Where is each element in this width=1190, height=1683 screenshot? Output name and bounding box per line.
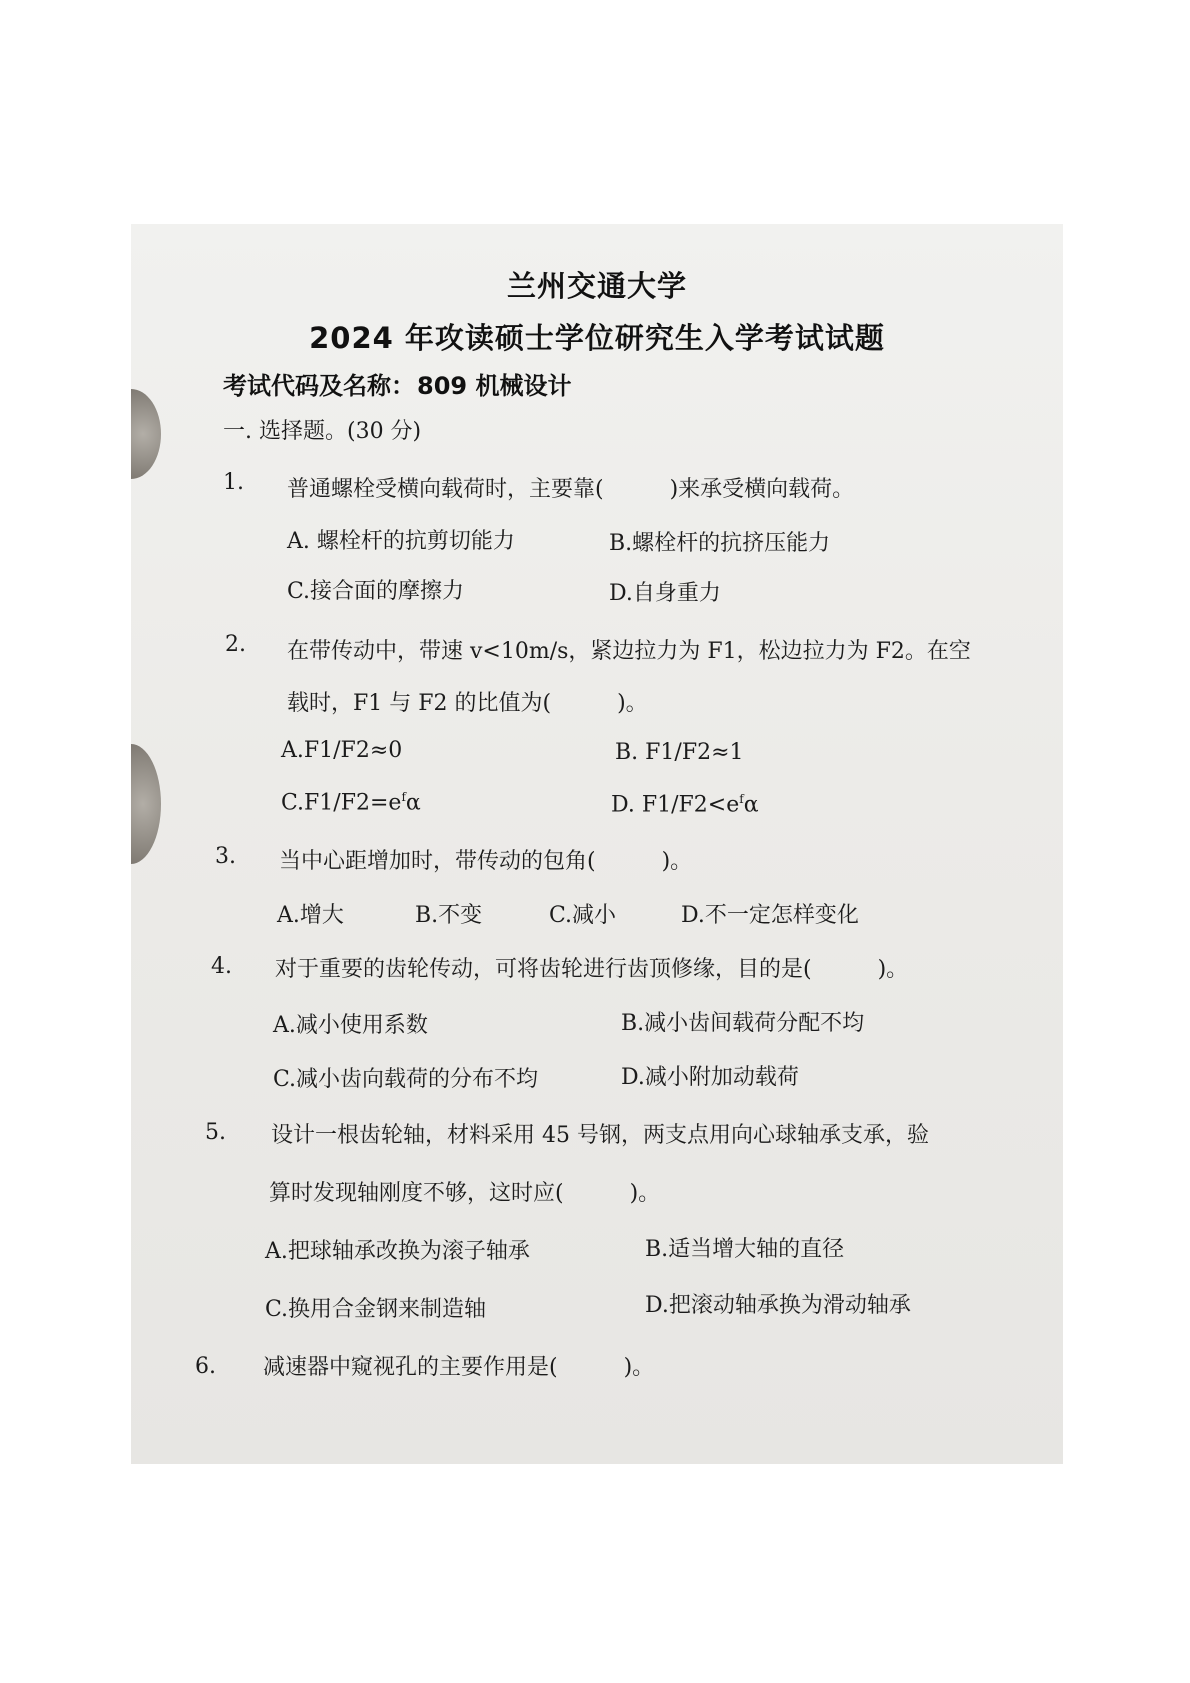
- option-a: A.把球轴承改换为滚子轴承: [265, 1239, 530, 1264]
- finger-shadow: [131, 744, 161, 864]
- option-a: A.减小使用系数: [273, 1013, 428, 1038]
- option-c: C.减小: [549, 903, 617, 928]
- question-number: 2.: [225, 632, 246, 657]
- option-d: D.把滚动轴承换为滑动轴承: [645, 1293, 911, 1318]
- subject-line: [223, 366, 571, 401]
- question-number: 3.: [215, 844, 236, 869]
- subject-label: 考试代码及名称：: [223, 372, 415, 400]
- question-text: 算时发现轴刚度不够，这时应( )。: [269, 1181, 661, 1206]
- question-text: 在带传动中，带速 v<10m/s，紧边拉力为 F1，松边拉力为 F2。在空: [287, 639, 971, 664]
- exam-title: 2024 年攻读硕士学位研究生入学考试试题: [309, 321, 885, 355]
- question-text: 普通螺栓受横向载荷时，主要靠( )来承受横向载荷。: [287, 477, 855, 502]
- option-a: A. 螺栓杆的抗剪切能力: [287, 529, 515, 554]
- question-number: 4.: [211, 954, 232, 979]
- option-c: C.接合面的摩擦力: [287, 579, 465, 604]
- option-d: D.自身重力: [609, 581, 721, 606]
- option-b: B.不变: [415, 903, 483, 928]
- question-text: 对于重要的齿轮传动，可将齿轮进行齿顶修缘，目的是( )。: [275, 957, 909, 982]
- option-a: A.F1/F2≈0: [281, 738, 403, 763]
- question-number: 6.: [195, 1354, 216, 1379]
- question-text: 设计一根齿轮轴，材料采用 45 号钢，两支点用向心球轴承支承，验: [271, 1123, 929, 1148]
- option-d: D. $F1/F2<e^f\alpha$: [611, 792, 759, 818]
- question-number: 5.: [205, 1120, 226, 1145]
- option-c: $C.F1/F2=e^f\alpha$: [281, 790, 421, 816]
- option-b: B. F1/F2≈1: [615, 740, 744, 765]
- section-title: 一. 选择题。(30 分): [223, 419, 422, 444]
- finger-shadow: [131, 389, 161, 479]
- option-b: B.适当增大轴的直径: [645, 1237, 845, 1262]
- question-text: 当中心距增加时，带传动的包角( )。: [279, 849, 693, 874]
- option-c: C.换用合金钢来制造轴: [265, 1297, 487, 1322]
- question-number: 1.: [223, 470, 244, 495]
- option-a: A.增大: [277, 903, 344, 928]
- university-name: 兰州交通大学: [506, 269, 687, 303]
- option-d: D.减小附加动载荷: [621, 1065, 799, 1090]
- option-d: D.不一定怎样变化: [681, 903, 859, 928]
- option-b: B.螺栓杆的抗挤压能力: [609, 531, 831, 556]
- option-c: C.减小齿向载荷的分布不均: [273, 1067, 539, 1092]
- question-text: 减速器中窥视孔的主要作用是( )。: [263, 1355, 655, 1380]
- option-b: B.减小齿间载荷分配不均: [621, 1011, 865, 1036]
- subject-name: 机械设计: [475, 372, 572, 400]
- question-text: 载时，F1 与 F2 的比值为( )。: [287, 691, 648, 716]
- exam-paper-photo: [131, 224, 1063, 1464]
- subject-code: 809: [417, 372, 468, 400]
